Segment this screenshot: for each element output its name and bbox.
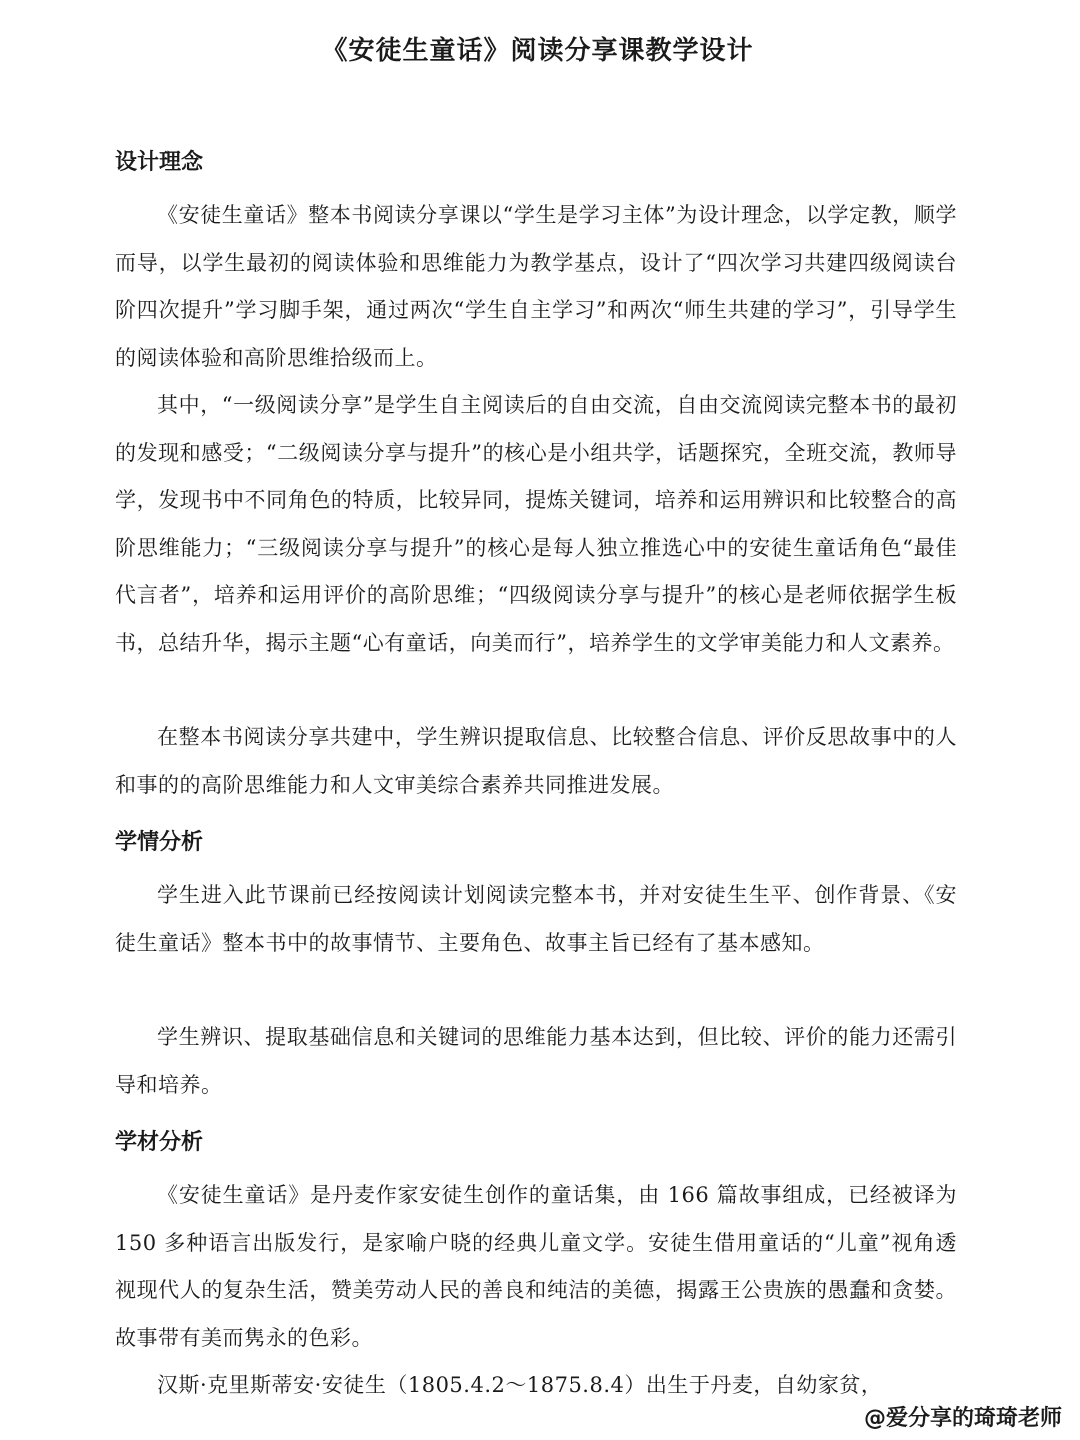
document-title: 《安徒生童话》阅读分享课教学设计 xyxy=(321,36,754,66)
paragraph: 《安徒生童话》是丹麦作家安徒生创作的童话集，由 166 篇故事组成，已经被译为 150 多种语言出版发行，是家喻户晓的经典儿童文学。安徒生借用童话的“儿童”视角透视现代人的复杂生活，赞美劳动人民的善良和纯洁的美德，揭露王公贵族的愚蠢和贪婪。故事带有美而隽永的色彩。 xyxy=(115,1183,957,1350)
section-heading-design-concept: 设计理念 xyxy=(115,150,204,175)
watermark: @爱分享的琦琦老师 xyxy=(863,1406,1062,1431)
paragraph: 汉斯·克里斯蒂安·安徒生（1805.4.2～1875.8.4）出生于丹麦，自幼家贫， xyxy=(157,1373,883,1397)
paragraph: 其中，“一级阅读分享”是学生自主阅读后的自由交流，自由交流阅读完整本书的最初的发现和感受；“二级阅读分享与提升”的核心是小组共学，话题探究，全班交流，教师导学，发现书中不同角色的特质，比较异同，提炼关键词，培养和运用辨识和比较整合的高阶思维能力；“三级阅读分享与提升”的核心是每人独立推选心中的安徒生童话角色“最佳代言者”，培养和运用评价的高阶思维；“四级阅读分享与提升”的核心是老师依据学生板书，总结升华，揭示主题“心有童话，向美而行”，培养学生的文学审美能力和人文素养。 xyxy=(115,393,957,655)
section-heading-material-analysis: 学材分析 xyxy=(115,1130,204,1155)
paragraph: 在整本书阅读分享共建中，学生辨识提取信息、比较整合信息、评价反思故事中的人和事的的高阶思维能力和人文审美综合素养共同推进发展。 xyxy=(115,725,957,797)
section-heading-student-analysis: 学情分析 xyxy=(115,830,204,855)
document-page xyxy=(115,0,960,1440)
paragraph: 《安徒生童话》整本书阅读分享课以“学生是学习主体”为设计理念，以学定教，顺学而导，以学生最初的阅读体验和思维能力为教学基点，设计了“四次学习共建四级阅读台阶四次提升”学习脚手架，通过两次“学生自主学习”和两次“师生共建的学习”，引导学生的阅读体验和高阶思维拾级而上。 xyxy=(115,203,957,370)
paragraph: 学生辨识、提取基础信息和关键词的思维能力基本达到，但比较、评价的能力还需引导和培养。 xyxy=(115,1025,957,1097)
paragraph: 学生进入此节课前已经按阅读计划阅读完整本书，并对安徒生生平、创作背景、《安徒生童话》整本书中的故事情节、主要角色、故事主旨已经有了基本感知。 xyxy=(115,883,957,955)
